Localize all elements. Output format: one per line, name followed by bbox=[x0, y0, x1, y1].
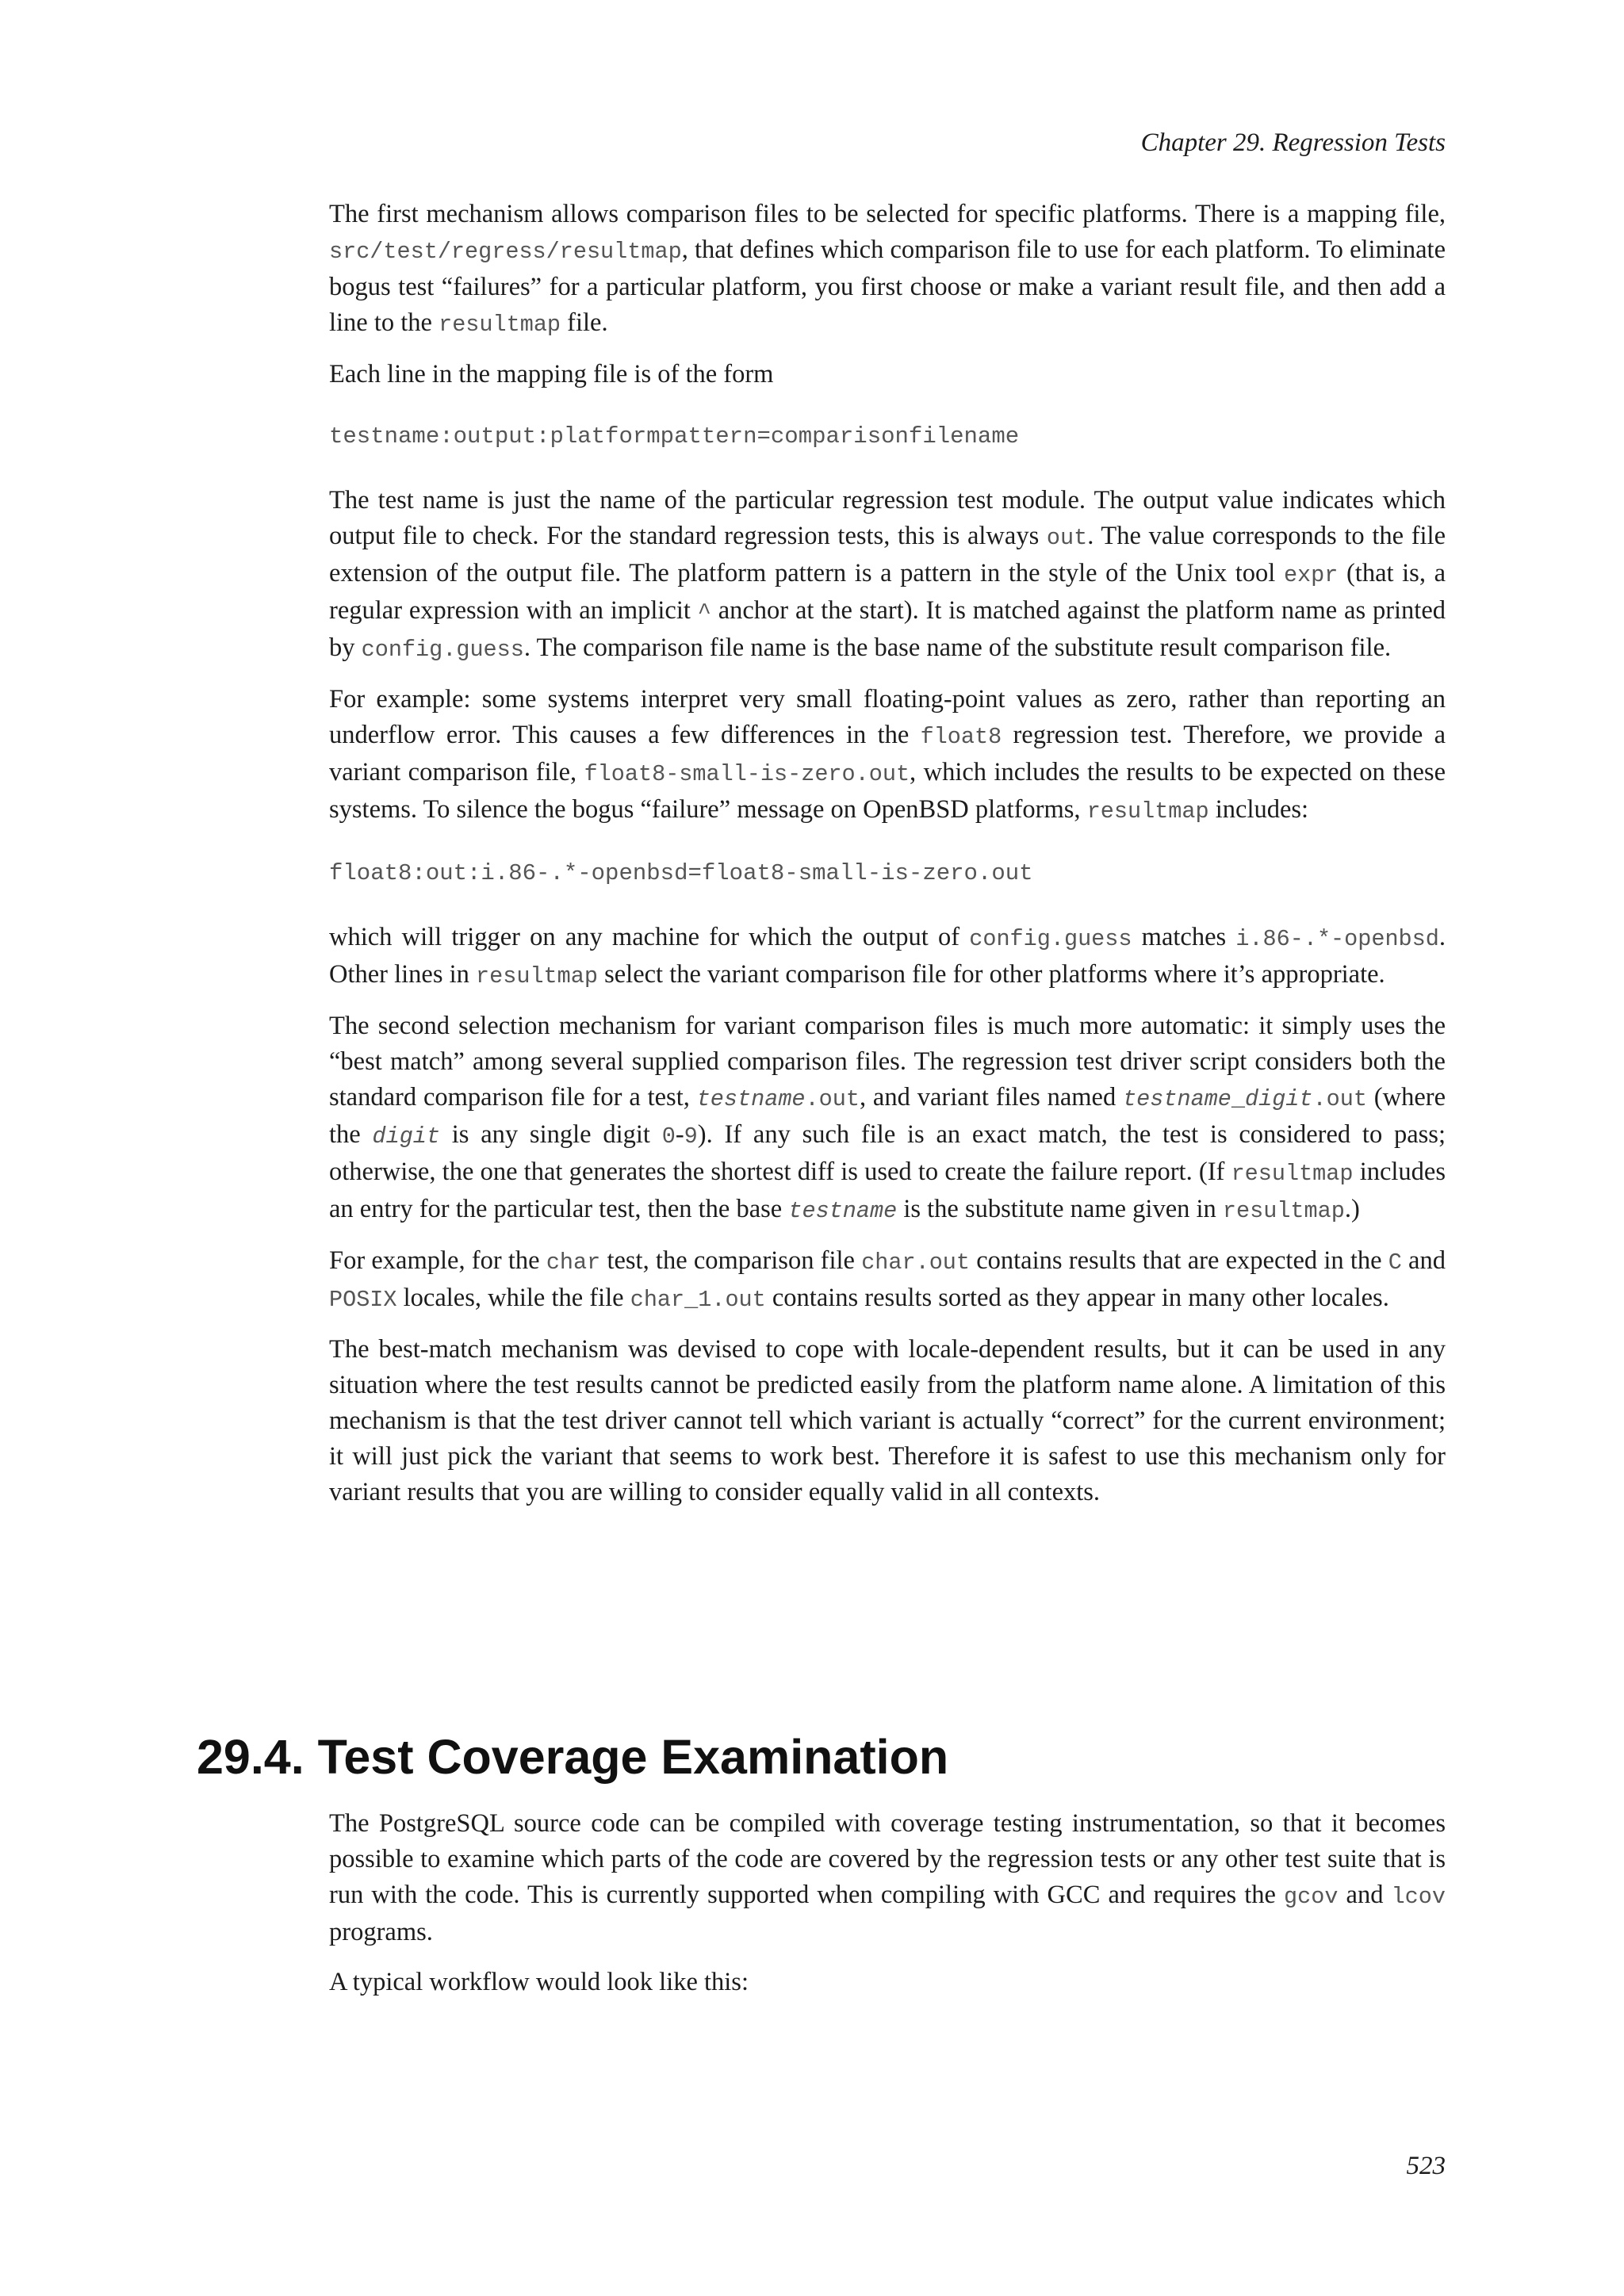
text: The second selection mechanism for variant comparison files is much more automatic: it simply uses the “best match” among several supplied comparison files. The regression test driver script considers both the standard comparison file for a test, bbox=[329, 1012, 1446, 1112]
code-inline: C bbox=[1388, 1249, 1402, 1276]
text: Each line in the mapping file is of the form bbox=[329, 360, 774, 388]
code-inline-italic: testname bbox=[788, 1198, 898, 1224]
text: and bbox=[1401, 1246, 1446, 1275]
code-inline-italic: testname bbox=[1123, 1086, 1231, 1112]
text: which will trigger on any machine for which the output of bbox=[329, 923, 970, 951]
text: matches bbox=[1132, 923, 1236, 951]
code-inline: resultmap bbox=[1222, 1198, 1345, 1224]
text: is any single digit bbox=[440, 1120, 662, 1149]
text: . The value corresponds to the file extension of the output file. The platform pattern is a pattern in the style of the Unix tool bbox=[329, 522, 1446, 587]
code-inline: lcov bbox=[1391, 1884, 1446, 1910]
paragraph-trigger bbox=[329, 920, 1446, 994]
section-heading: 29.4. Test Coverage Examination bbox=[197, 1730, 949, 1784]
text: contains results sorted as they appear in many other locales. bbox=[765, 1284, 1389, 1312]
code-block-float8-example: float8:out:i.86-.*-openbsd=float8-small-is-zero.out bbox=[329, 860, 1033, 886]
text: programs. bbox=[329, 1918, 433, 1946]
text: ). If any such file is an exact match, the test is considered to pass; otherwise, the one that generates the shortest diff is used to create the failure report. (If bbox=[329, 1120, 1446, 1186]
code-inline: resultmap bbox=[476, 963, 598, 989]
text: (that is, a regular expression with an implicit bbox=[329, 559, 1446, 625]
text: and bbox=[1338, 1881, 1392, 1909]
paragraph-test-name bbox=[329, 483, 1446, 668]
text: The PostgreSQL source code can be compiled with coverage testing instrumentation, so that it becomes possible to examine which parts of the code are covered by the regression tests or any other test suite that is run with the code. This is currently supported when compiling with GCC and requires the bbox=[329, 1809, 1446, 1909]
text: , and variant files named bbox=[859, 1083, 1124, 1112]
text: . Other lines in bbox=[329, 923, 1446, 989]
code-inline: src/test/regress/resultmap bbox=[329, 239, 682, 265]
code-inline: _ bbox=[1231, 1086, 1245, 1112]
text: , that defines which comparison file to use for each platform. To eliminate bogus test “failures” for a particular platform, you first choose or make a variant result file, and then add a line to the bbox=[329, 235, 1446, 337]
code-inline: resultmap bbox=[439, 312, 561, 338]
text: regression test. Therefore, we provide a variant comparison file, bbox=[329, 721, 1446, 786]
text: is the substitute name given in bbox=[897, 1195, 1223, 1223]
text: For example: some systems interpret very small floating-point values as zero, rather than reporting an underflow error. This causes a few differences in the bbox=[329, 685, 1446, 749]
text: select the variant comparison file for other platforms where it’s appropriate. bbox=[597, 960, 1385, 989]
code-inline-italic: digit bbox=[372, 1123, 440, 1150]
code-inline: resultmap bbox=[1086, 798, 1209, 825]
code-inline: float8-small-is-zero.out bbox=[584, 761, 910, 787]
code-inline: 9 bbox=[684, 1123, 698, 1150]
text: file. bbox=[561, 308, 608, 337]
text: .) bbox=[1344, 1195, 1360, 1223]
code-block-mapping-form: testname:output:platformpattern=comparisonfilename bbox=[329, 423, 1020, 450]
text: contains results that are expected in the bbox=[970, 1246, 1388, 1275]
paragraph-best-match bbox=[329, 1008, 1446, 1229]
paragraph-char-example bbox=[329, 1243, 1446, 1318]
code-inline: expr bbox=[1283, 562, 1339, 588]
paragraph-coverage-intro bbox=[329, 1806, 1446, 1950]
code-inline: out bbox=[1046, 525, 1088, 551]
text: - bbox=[675, 1120, 684, 1149]
code-inline: ^ bbox=[697, 599, 711, 626]
paragraph-float-example bbox=[329, 682, 1446, 829]
paragraph-workflow bbox=[329, 1965, 1446, 2000]
code-inline: i.86-.*-openbsd bbox=[1235, 926, 1439, 952]
code-inline-italic: digit bbox=[1245, 1086, 1313, 1112]
code-inline: char.out bbox=[861, 1249, 971, 1276]
code-inline: float8 bbox=[920, 724, 1002, 750]
text: includes: bbox=[1208, 795, 1309, 824]
code-inline: char_1.out bbox=[630, 1287, 766, 1313]
paragraph-platform-mapping bbox=[329, 197, 1446, 342]
code-inline-italic: testname bbox=[696, 1086, 806, 1112]
text: anchor at the start). It is matched against the platform name as printed by bbox=[329, 596, 1446, 662]
code-inline: resultmap bbox=[1231, 1161, 1354, 1187]
paragraph-line-form bbox=[329, 357, 1446, 392]
text: , which includes the results to be expected on these systems. To silence the bogus “failure” message on OpenBSD platforms, bbox=[329, 758, 1446, 824]
code-inline: config.guess bbox=[969, 926, 1132, 952]
text: The first mechanism allows comparison files to be selected for specific platforms. There is a mapping file, bbox=[329, 200, 1446, 228]
code-inline: .out bbox=[1312, 1086, 1367, 1112]
text: The test name is just the name of the particular regression test module. The output value indicates which output file to check. For the standard regression tests, this is always bbox=[329, 486, 1446, 550]
paragraph-best-match-limitation bbox=[329, 1332, 1446, 1510]
text: The best-match mechanism was devised to cope with locale-dependent results, but it can be used in any situation where the test results cannot be predicted easily from the platform name alone. A limitation of this mechanism is that the test driver cannot tell which variant is actually “correct” for the current environment; it will just pick the variant that seems to work best. Therefore it is safest to use this mechanism only for variant results that you are willing to consider equally valid in all contexts. bbox=[329, 1335, 1446, 1506]
section-body-29-4 bbox=[329, 1806, 1446, 2015]
text: locales, while the file bbox=[396, 1284, 630, 1312]
running-head: Chapter 29. Regression Tests bbox=[1140, 128, 1446, 157]
code-inline: config.guess bbox=[361, 637, 524, 663]
code-inline: .out bbox=[805, 1086, 860, 1112]
code-inline: char bbox=[546, 1249, 601, 1276]
section-body-29-3 bbox=[329, 197, 1446, 1525]
text: test, the comparison file bbox=[600, 1246, 862, 1275]
page-number: 523 bbox=[1406, 2152, 1446, 2180]
code-inline: POSIX bbox=[329, 1287, 397, 1313]
text: . The comparison file name is the base name of the substitute result comparison file. bbox=[523, 633, 1392, 662]
text: A typical workflow would look like this: bbox=[329, 1968, 749, 1996]
text: (where the bbox=[329, 1083, 1446, 1149]
text: includes an entry for the particular test, then the base bbox=[329, 1158, 1446, 1223]
text: For example, for the bbox=[329, 1246, 546, 1275]
code-inline: gcov bbox=[1284, 1884, 1339, 1910]
code-inline: 0 bbox=[661, 1123, 676, 1150]
